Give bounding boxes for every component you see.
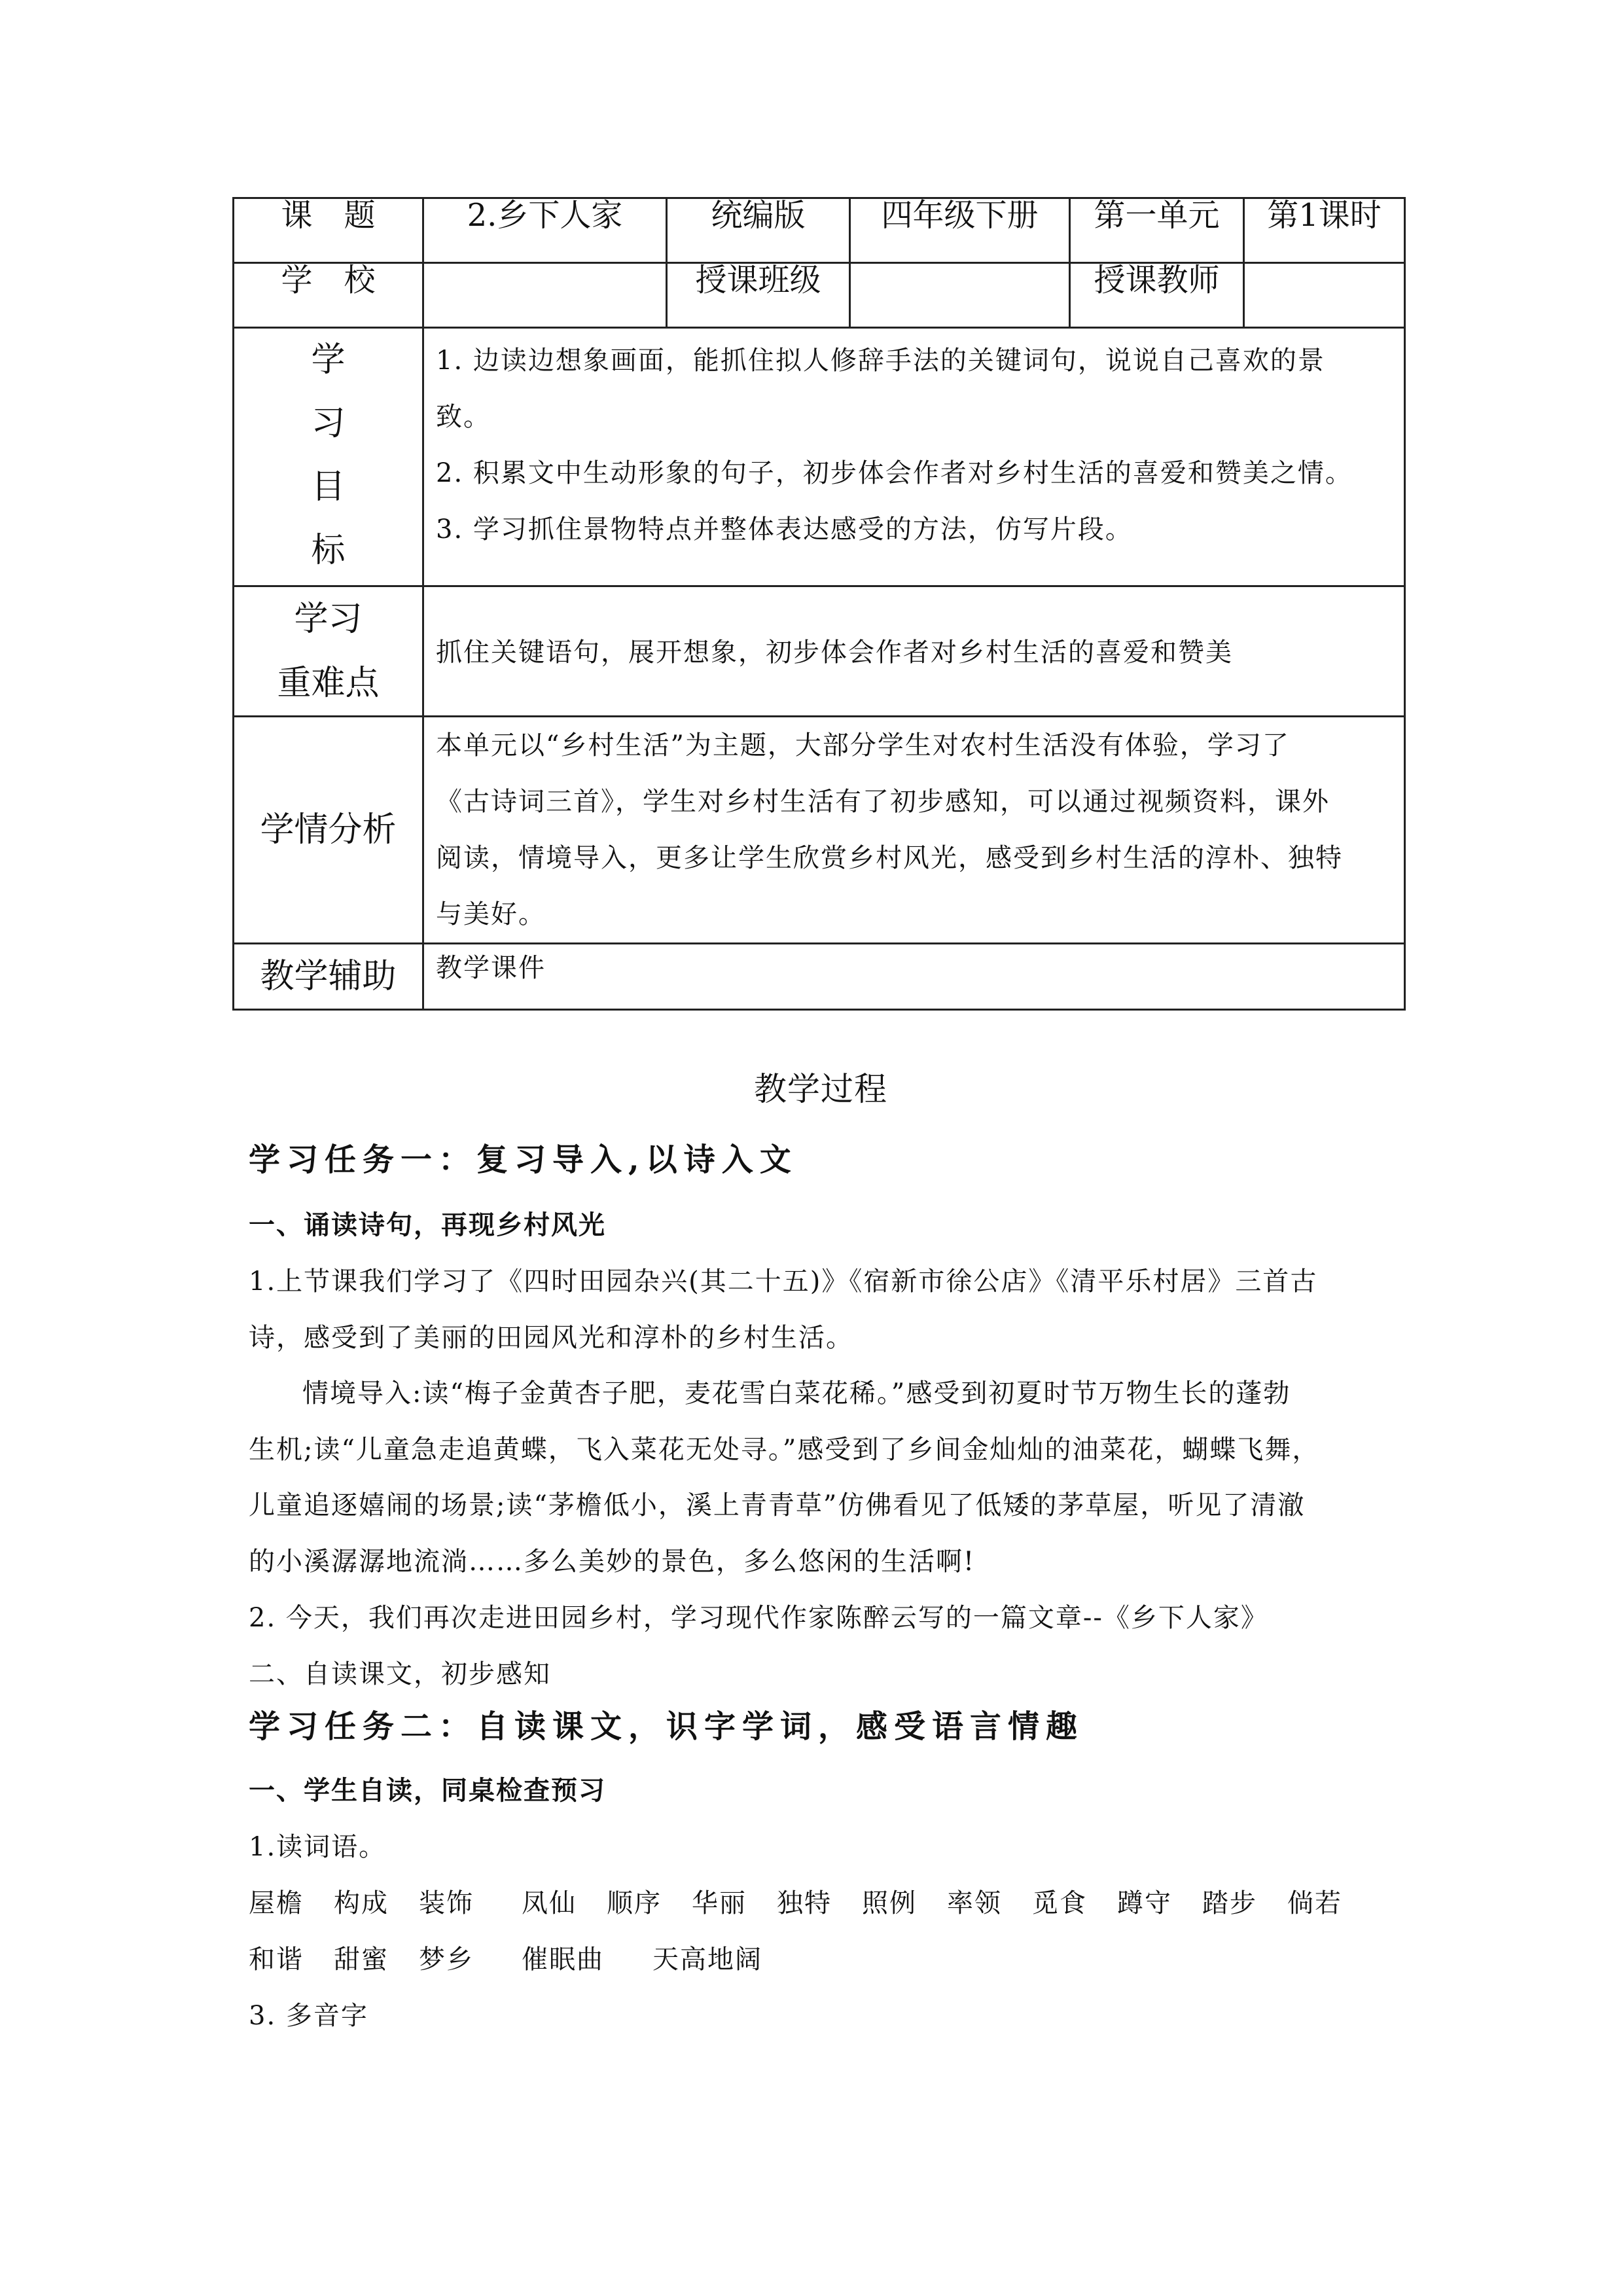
- table-row-analysis: [234, 717, 1405, 944]
- unit-cell: [1070, 198, 1244, 263]
- word-item: 顺序: [607, 1888, 662, 1918]
- objective-2: 2. 积累文中生动形象的句子，初步体会作者对乡村生活的喜爱和赞美之情。: [436, 458, 1353, 488]
- task-1-heading: 学习任务一：复习导入,以诗入文: [249, 1141, 798, 1178]
- class-value-cell: [850, 263, 1070, 328]
- aids-text: 教学课件: [436, 953, 546, 983]
- school-value-cell: [423, 263, 667, 328]
- word-item: 催眠曲: [522, 1945, 604, 1975]
- word-item: 率领: [947, 1888, 1002, 1918]
- word-item: 华丽: [692, 1888, 747, 1918]
- word-item: 和谐: [249, 1945, 304, 1975]
- word-item: 甜蜜: [334, 1945, 389, 1975]
- analysis-label-cell: [234, 717, 423, 944]
- aids-content-cell: [423, 944, 1405, 1010]
- class-label-cell: [667, 263, 850, 328]
- task-2-subheading-1: 一、学生自读，同桌检查预习: [249, 1775, 606, 1806]
- key-points-content-cell: [423, 586, 1405, 717]
- word-item: 踏步: [1202, 1888, 1257, 1918]
- table-row-aids: [234, 944, 1405, 1010]
- grade-cell: [850, 198, 1070, 263]
- paragraph-2-line-4: 的小溪潺潺地流淌……多么美妙的景色，多么悠闲的生活啊!: [249, 1547, 976, 1577]
- word-item: 凤仙: [522, 1888, 577, 1918]
- word-item: 天高地阔: [652, 1945, 762, 1975]
- analysis-label: 学情分析: [260, 810, 397, 850]
- table-row-key-points: [234, 586, 1405, 717]
- paragraph-2-line-1: 情境导入:读“梅子金黄杏子肥，麦花雪白菜花稀。”感受到初夏时节万物生长的蓬勃: [302, 1378, 1291, 1408]
- school-label: 学 校: [281, 262, 376, 298]
- edition: 统编版: [711, 197, 806, 234]
- read-words-label: 1.读词语。: [249, 1832, 387, 1862]
- objectives-label-cell: [234, 328, 423, 586]
- objectives-label-char: 习: [311, 404, 346, 443]
- teacher-label-cell: [1070, 263, 1244, 328]
- topic-label: 课 题: [281, 197, 376, 234]
- task-2-heading: 学习任务二：自读课文，识字学词，感受语言情趣: [249, 1708, 1084, 1745]
- word-item: 觅食: [1032, 1888, 1087, 1918]
- process-title: 教学过程: [754, 1070, 887, 1108]
- task-1-subheading-2: 二、自读课文，初步感知: [249, 1659, 551, 1689]
- lesson-number: 第1课时: [1267, 197, 1382, 234]
- analysis-line-4: 与美好。: [436, 899, 546, 929]
- word-item: 装饰: [419, 1888, 474, 1918]
- paragraph-3: 2. 今天，我们再次走进田园乡村，学习现代作家陈醉云写的一篇文章--《乡下人家》: [249, 1603, 1268, 1633]
- unit: 第一单元: [1094, 197, 1220, 234]
- paragraph-1-line-1: 1.上节课我们学习了《四时田园杂兴(其二十五)》《宿新市徐公店》《清平乐村居》三首古: [249, 1266, 1318, 1297]
- objectives-label: [246, 329, 410, 585]
- grade: 四年级下册: [881, 197, 1039, 234]
- paragraph-2-line-2: 生机;读“儿童急走追黄蝶，飞入菜花无处寻。”感受到了乡间金灿灿的油菜花，蝴蝶飞舞，: [249, 1435, 1320, 1465]
- table-row-school: [234, 263, 1405, 328]
- analysis-content-cell: [423, 717, 1405, 944]
- objective-1-line-1: 1. 边读边想象画面，能抓住拟人修辞手法的关键词句，说说自己喜欢的景: [436, 346, 1325, 376]
- word-item: 倘若: [1287, 1888, 1342, 1918]
- key-points-label-line-2: 重难点: [277, 664, 380, 703]
- word-item: 照例: [862, 1888, 917, 1918]
- lesson-info-table: [232, 197, 1406, 1011]
- objectives-label-char: 标: [311, 531, 346, 570]
- task-1-subheading-1: 一、诵读诗句，再现乡村风光: [249, 1210, 606, 1240]
- edition-cell: [667, 198, 850, 263]
- key-points-label: [246, 587, 410, 715]
- word-item: 屋檐: [249, 1888, 304, 1918]
- key-points-label-line-1: 学习: [294, 600, 363, 639]
- aids-label: 教学辅助: [260, 957, 397, 996]
- table-row-objectives: [234, 328, 1405, 586]
- word-list-row-1: [249, 1882, 1372, 1920]
- word-list-row-2: [249, 1939, 796, 1976]
- table-row-title: [234, 198, 1405, 263]
- word-item: 构成: [334, 1888, 389, 1918]
- lesson-title-cell: [423, 198, 667, 263]
- lesson-number-cell: [1244, 198, 1405, 263]
- lesson-title: 2.乡下人家: [467, 197, 623, 234]
- paragraph-2-line-3: 儿童追逐嬉闹的场景;读“茅檐低小，溪上青青草”仿佛看见了低矮的茅草屋，听见了清澈: [249, 1490, 1306, 1520]
- objective-1-line-2: 致。: [436, 402, 491, 432]
- analysis-line-3: 阅读，情境导入，更多让学生欣赏乡村风光，感受到乡村生活的淳朴、独特: [436, 843, 1343, 873]
- analysis-line-1: 本单元以“乡村生活”为主题，大部分学生对农村生活没有体验，学习了: [436, 730, 1290, 761]
- teacher-label: 授课教师: [1094, 262, 1220, 298]
- polyphone-label: 3. 多音字: [249, 2001, 368, 2031]
- word-item: 梦乡: [419, 1945, 474, 1975]
- paragraph-1-line-2: 诗，感受到了美丽的田园风光和淳朴的乡村生活。: [249, 1323, 853, 1353]
- teacher-value-cell: [1244, 263, 1405, 328]
- objectives-content-cell: [423, 328, 1405, 586]
- word-item: 独特: [777, 1888, 832, 1918]
- key-points-text: 抓住关键语句，展开想象，初步体会作者对乡村生活的喜爱和赞美: [436, 637, 1233, 668]
- topic-label-cell: [234, 198, 423, 263]
- objective-3: 3. 学习抓住景物特点并整体表达感受的方法，仿写片段。: [436, 514, 1133, 545]
- word-item: 蹲守: [1117, 1888, 1172, 1918]
- school-label-cell: [234, 263, 423, 328]
- aids-label-cell: [234, 944, 423, 1010]
- key-points-label-cell: [234, 586, 423, 717]
- analysis-line-2: 《古诗词三首》，学生对乡村生活有了初步感知，可以通过视频资料，课外: [436, 787, 1330, 817]
- objectives-label-char: 目: [311, 467, 346, 507]
- objectives-label-char: 学: [311, 340, 346, 380]
- class-label: 授课班级: [695, 262, 821, 298]
